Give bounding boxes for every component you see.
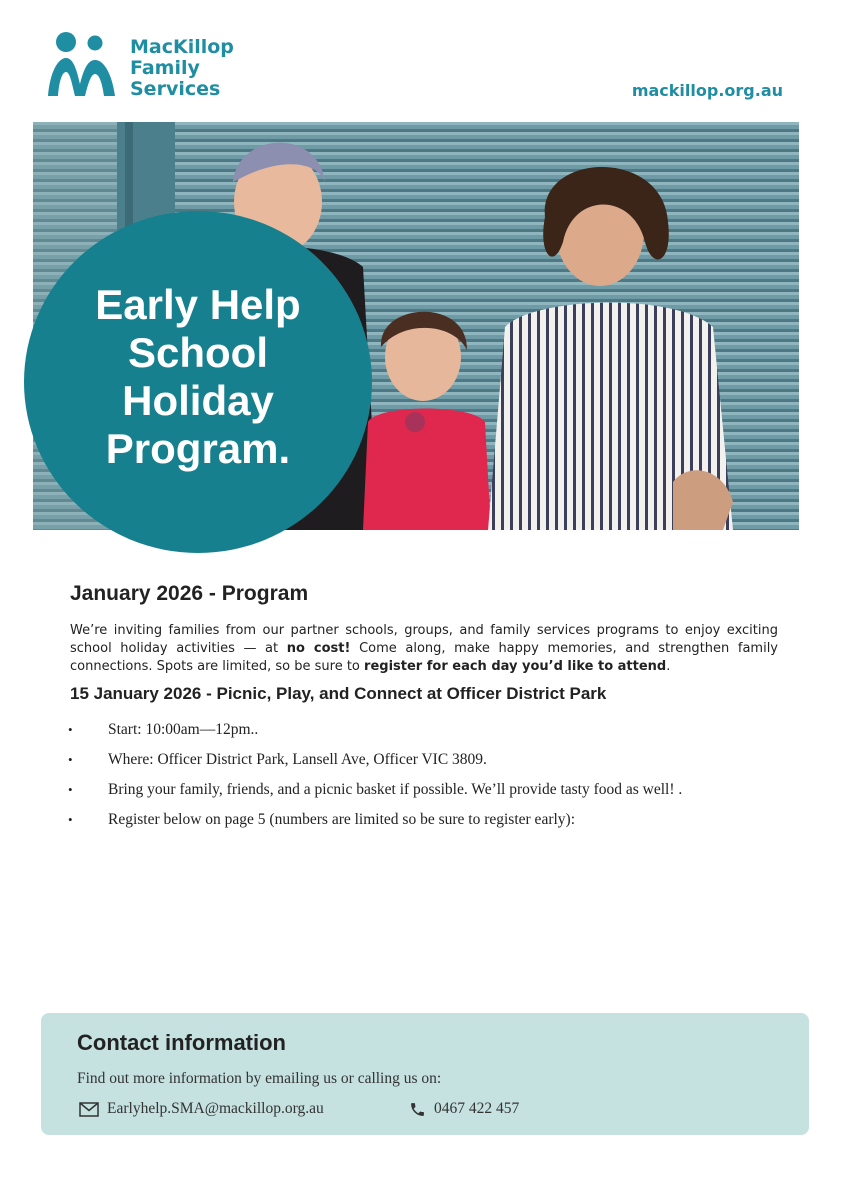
- title-line: School: [127, 329, 268, 376]
- email-address[interactable]: Earlyhelp.SMA@mackillop.org.au: [107, 1100, 324, 1117]
- email-link[interactable]: [79, 1099, 324, 1119]
- list-item-text: Where: Officer District Park, Lansell Ave, Officer VIC 3809.: [108, 751, 487, 768]
- page-title: [24, 281, 372, 473]
- mackillop-logo-icon: [44, 32, 120, 100]
- list-item: [68, 809, 808, 839]
- phone-number[interactable]: 0467 422 457: [434, 1100, 520, 1117]
- list-item: [68, 779, 808, 809]
- logo-line: Services: [130, 78, 221, 100]
- logo-text: [130, 37, 234, 100]
- title-line: Early Help: [95, 281, 301, 328]
- list-item: [68, 719, 808, 749]
- title-line: Holiday: [122, 377, 274, 424]
- bullet: •: [68, 782, 73, 797]
- intro-text: Come along, make happy memories, and strengthen family connections. Spots are limited, so be sure to: [70, 641, 778, 674]
- intro-bold: no cost!: [286, 641, 351, 656]
- phone-icon: [409, 1101, 426, 1118]
- intro-bold: register for each day you’d like to attend: [364, 659, 667, 674]
- contact-text: Find out more information by emailing us or calling us on:: [77, 1070, 442, 1087]
- website-link[interactable]: mackillop.org.au: [631, 81, 783, 100]
- bullet: •: [68, 722, 73, 737]
- list-item-text: Register below on page 5 (numbers are limited so be sure to register early):: [108, 811, 576, 828]
- intro-text: We’re inviting families from our partner schools, groups, and family services programs to enjoy exciting school holiday activities — at: [70, 623, 778, 656]
- mackillop-logo: [44, 32, 244, 102]
- list-item-text: Start: 10:00am—12pm..: [108, 721, 259, 738]
- event-heading: 15 January 2026 - Picnic, Play, and Connect at Officer District Park: [70, 684, 607, 703]
- event-details-list: [68, 719, 808, 839]
- contact-title: Contact information: [77, 1030, 286, 1055]
- bullet: •: [68, 812, 73, 827]
- title-line: Program.: [105, 425, 291, 472]
- logo-line: MacKillop: [130, 36, 234, 58]
- bullet: •: [68, 752, 73, 767]
- program-intro: [70, 622, 778, 676]
- intro-text: .: [666, 659, 671, 674]
- logo-line: Family: [130, 57, 200, 79]
- envelope-icon: [79, 1102, 99, 1117]
- list-item: [68, 749, 808, 779]
- list-item-text: Bring your family, friends, and a picnic basket if possible. We’ll provide tasty food as well! .: [108, 781, 683, 798]
- contact-box: [41, 1013, 809, 1135]
- program-heading: January 2026 - Program: [70, 582, 309, 605]
- phone-link[interactable]: [409, 1099, 519, 1119]
